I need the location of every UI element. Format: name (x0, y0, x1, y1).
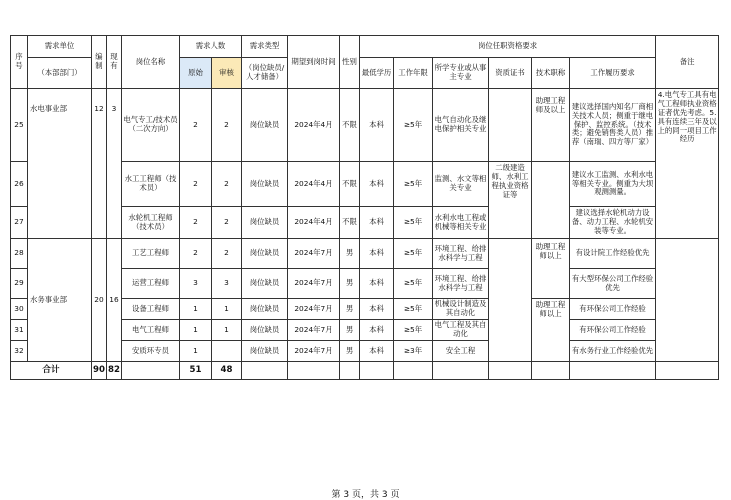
total-empty (656, 362, 719, 380)
cell-review: 1 (212, 320, 242, 341)
cell-type: 岗位缺员 (242, 320, 288, 341)
cell-experience: 有大型环保公司工作经验优先 (570, 269, 656, 299)
cell-major: 机械设计制造及其自动化 (433, 299, 489, 320)
cell-experience: 有设计院工作经验优先 (570, 239, 656, 269)
cell-current: 3 (107, 89, 122, 239)
cell-quota: 12 (92, 89, 107, 239)
total-empty (360, 362, 394, 380)
cell-post: 安质环专员 (122, 341, 180, 362)
total-row (11, 362, 719, 380)
cell-experience: 有环保公司工作经验 (570, 299, 656, 320)
header-date: 期望到岗时间 (288, 36, 340, 89)
cell-experience: 有水务行业工作经验优先 (570, 341, 656, 362)
cell-post: 运营工程师 (122, 269, 180, 299)
cell-remark: 4.电气专工具有电气工程师执业资格证者优先考虑。5.具有连续三年及以上的同一项目工作经历 (656, 89, 719, 239)
total-empty (532, 362, 570, 380)
total-orig: 51 (180, 362, 212, 380)
header-post: 岗位名称 (122, 36, 180, 89)
cell-seq: 31 (11, 320, 28, 341)
cell-major: 电气自动化及继电保护相关专业 (433, 89, 489, 162)
cell-date: 2024年7月 (288, 239, 340, 269)
cell-post: 水轮机工程师（技术员） (122, 207, 180, 239)
cell-major: 环境工程、给排水科学与工程 (433, 269, 489, 299)
total-label: 合计 (11, 362, 92, 380)
cell-gender: 男 (340, 341, 360, 362)
cell-orig: 1 (180, 320, 212, 341)
cell-years: ≥5年 (394, 239, 433, 269)
cell-education: 本科 (360, 269, 394, 299)
cell-seq: 25 (11, 89, 28, 162)
header-demand-original: 原始 (180, 58, 212, 89)
cell-years: ≥5年 (394, 269, 433, 299)
header-type-sub: （岗位缺员/人才储备） (242, 58, 288, 89)
cell-gender: 男 (340, 269, 360, 299)
header-demand: 需求人数 (180, 36, 242, 58)
cell-type: 岗位缺员 (242, 341, 288, 362)
cell-years: ≥5年 (394, 320, 433, 341)
header-demand-review: 审核 (212, 58, 242, 89)
cell-experience: 建议水工监测、水利水电等相关专业。侧重为大坝观测测量。 (570, 162, 656, 207)
total-empty (242, 362, 288, 380)
cell-date: 2024年4月 (288, 207, 340, 239)
header-seq: 序号 (11, 36, 28, 89)
cell-review: 3 (212, 269, 242, 299)
header-years: 工作年限 (394, 58, 433, 89)
cell-major: 水利水电工程或机械等相关专业 (433, 207, 489, 239)
cell-orig: 2 (180, 89, 212, 162)
cell-tech-title (532, 162, 570, 239)
cell-post: 电气专工/技术员（二次方向） (122, 89, 180, 162)
total-quota: 90 (92, 362, 107, 380)
cell-dept: 水电事业部 (28, 89, 92, 239)
cell-date: 2024年4月 (288, 162, 340, 207)
header-type: 需求类型 (242, 36, 288, 58)
cell-post: 电气工程师 (122, 320, 180, 341)
cell-years: ≥5年 (394, 89, 433, 162)
cell-gender: 不限 (340, 207, 360, 239)
cell-experience: 建议选择国内知名厂商相关技术人员；侧重于继电保护、监控系统。（技术类；避免销售类人员）推荐（南瑞、四方等厂家） (570, 89, 656, 162)
total-empty (433, 362, 489, 380)
cell-review (212, 341, 242, 362)
cell-seq: 32 (11, 341, 28, 362)
table-row (11, 239, 719, 269)
cell-post: 设备工程师 (122, 299, 180, 320)
cell-gender: 男 (340, 299, 360, 320)
header-remark: 备注 (656, 36, 719, 89)
header-quota: 编制 (92, 36, 107, 89)
cell-seq: 28 (11, 239, 28, 269)
cell-experience: 有环保公司工作经验 (570, 320, 656, 341)
total-empty (288, 362, 340, 380)
cell-certificate (489, 239, 532, 362)
cell-review: 2 (212, 239, 242, 269)
total-review: 48 (212, 362, 242, 380)
cell-seq: 27 (11, 207, 28, 239)
cell-quota: 20 (92, 239, 107, 362)
header-dept-sub: （本部部门） (28, 58, 92, 89)
cell-years: ≥3年 (394, 341, 433, 362)
header-dept: 需求单位 (28, 36, 92, 58)
cell-certificate: 二级建造师、水利工程执业资格证等 (489, 162, 532, 239)
cell-tech-title: 助理工程师及以上 (532, 89, 570, 162)
recruitment-table-sheet (10, 35, 719, 380)
cell-type: 岗位缺员 (242, 162, 288, 207)
cell-date: 2024年7月 (288, 269, 340, 299)
cell-education: 本科 (360, 239, 394, 269)
cell-orig: 1 (180, 299, 212, 320)
recruitment-table (10, 35, 719, 380)
cell-date: 2024年7月 (288, 320, 340, 341)
cell-date: 2024年7月 (288, 299, 340, 320)
cell-dept: 水务事业部 (28, 239, 92, 362)
cell-orig: 2 (180, 162, 212, 207)
header-certificate: 资质证书 (489, 58, 532, 89)
total-empty (489, 362, 532, 380)
cell-tech-title: 助理工程师以上 (532, 239, 570, 299)
cell-post: 工艺工程师 (122, 239, 180, 269)
cell-seq: 26 (11, 162, 28, 207)
cell-type: 岗位缺员 (242, 269, 288, 299)
cell-review: 2 (212, 162, 242, 207)
cell-type: 岗位缺员 (242, 239, 288, 269)
cell-years: ≥5年 (394, 207, 433, 239)
cell-orig: 2 (180, 207, 212, 239)
cell-gender: 不限 (340, 162, 360, 207)
cell-post: 水工工程师（技术员） (122, 162, 180, 207)
cell-type: 岗位缺员 (242, 207, 288, 239)
table-row (11, 89, 719, 162)
cell-years: ≥5年 (394, 299, 433, 320)
cell-date: 2024年7月 (288, 341, 340, 362)
cell-seq: 29 (11, 269, 28, 299)
header-education: 最低学历 (360, 58, 394, 89)
cell-education: 本科 (360, 299, 394, 320)
cell-date: 2024年4月 (288, 89, 340, 162)
cell-experience: 建议选择水轮机动力设备、动力工程、水轮机安装等专业。 (570, 207, 656, 239)
total-current: 82 (107, 362, 122, 380)
total-empty (570, 362, 656, 380)
cell-type: 岗位缺员 (242, 89, 288, 162)
cell-review: 2 (212, 89, 242, 162)
header-major: 所学专业或从事主专业 (433, 58, 489, 89)
cell-review: 2 (212, 207, 242, 239)
header-gender: 性别 (340, 36, 360, 89)
cell-major: 环境工程、给排水科学与工程 (433, 239, 489, 269)
page-footer: 第 3 页，共 3 页 (331, 490, 400, 500)
cell-education: 本科 (360, 89, 394, 162)
cell-education: 本科 (360, 162, 394, 207)
total-empty (394, 362, 433, 380)
cell-gender: 男 (340, 320, 360, 341)
cell-gender: 不限 (340, 89, 360, 162)
header-qualification: 岗位任职资格要求 (360, 36, 656, 58)
cell-major: 电气工程及其自动化 (433, 320, 489, 341)
cell-gender: 男 (340, 239, 360, 269)
cell-current: 16 (107, 239, 122, 362)
cell-tech-title: 助理工程师以上 (532, 299, 570, 362)
cell-orig: 1 (180, 341, 212, 362)
cell-remark (656, 239, 719, 362)
cell-review: 1 (212, 299, 242, 320)
cell-seq: 30 (11, 299, 28, 320)
cell-orig: 2 (180, 239, 212, 269)
cell-orig: 3 (180, 269, 212, 299)
cell-education: 本科 (360, 207, 394, 239)
cell-type: 岗位缺员 (242, 299, 288, 320)
cell-education: 本科 (360, 320, 394, 341)
cell-years: ≥5年 (394, 162, 433, 207)
total-post (122, 362, 180, 380)
header-experience: 工作履历要求 (570, 58, 656, 89)
header-current: 现有 (107, 36, 122, 89)
cell-certificate (489, 89, 532, 162)
cell-major: 监测、水文等相关专业 (433, 162, 489, 207)
cell-major: 安全工程 (433, 341, 489, 362)
cell-education: 本科 (360, 341, 394, 362)
total-empty (340, 362, 360, 380)
header-tech-title: 技术职称 (532, 58, 570, 89)
